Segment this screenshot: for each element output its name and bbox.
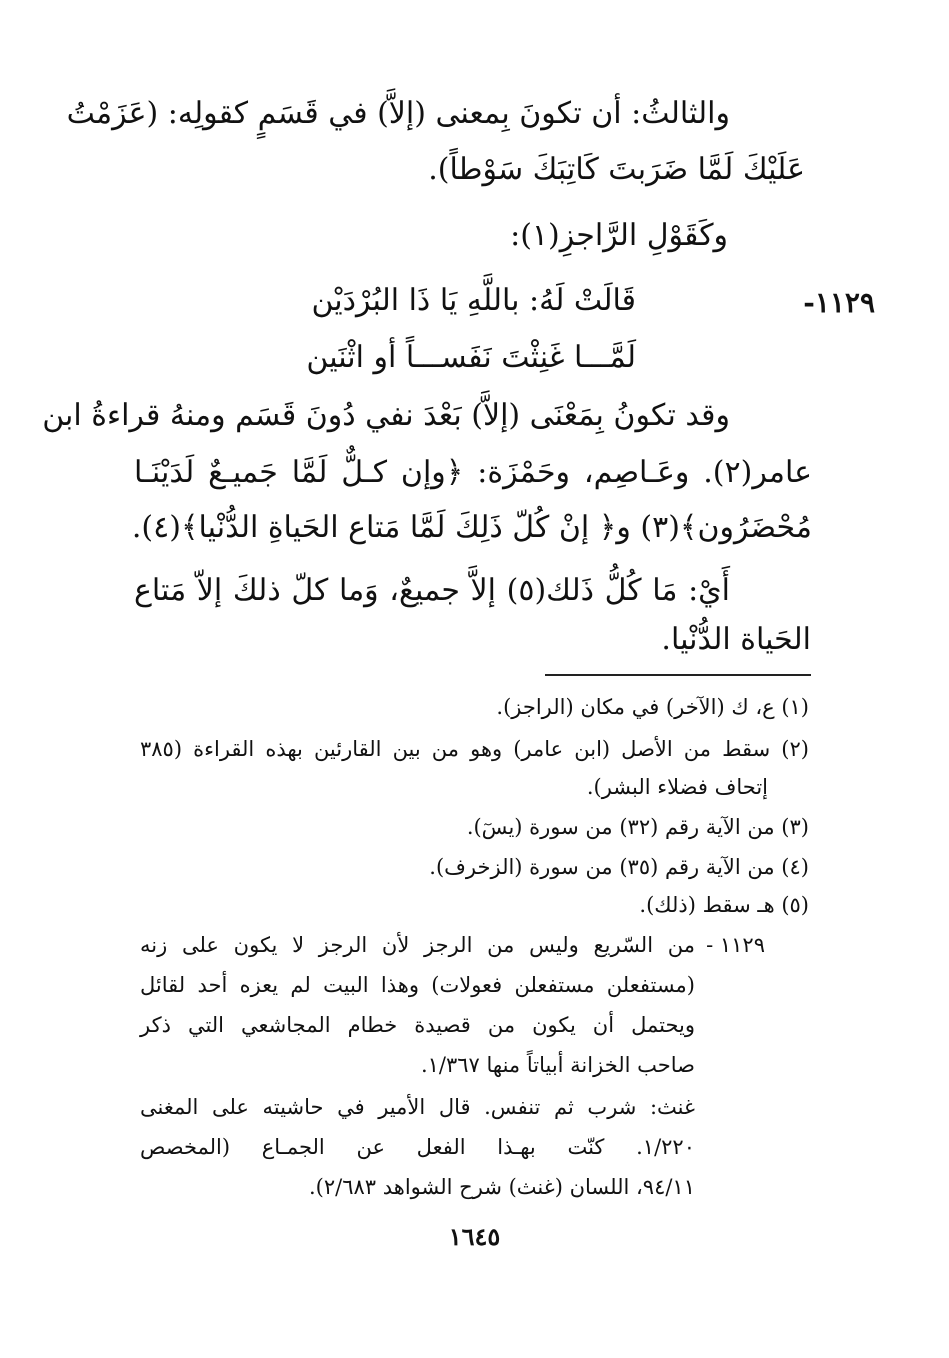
verse-note-line: (مستفعلن مستفعلن فعولات) وهذا البيت لم يعزه أحد لقائل <box>140 973 695 997</box>
footnote: (٣) من الآية رقم (٣٢) من سورة (يسٓ). <box>466 815 809 839</box>
verse-note-line: غنث: شرب ثم تنفس. قال الأمير في حاشيته على المغنى <box>140 1095 695 1119</box>
paragraph-line: مُحْضَرُون﴾(٣) و﴿ إنْ كُلّ ذَلِكَ لَمَّا مَتاع الحَياةِ الدُّنْيا﴾(٤). <box>131 510 812 545</box>
verse-note-line: من السّريع وليس من الرجز لأن الرجز لا يكون على زنه <box>140 933 695 957</box>
footnote: (١) ع، ك (الآخر) في مكان (الراجز). <box>496 695 809 719</box>
footnote: (٢) سقط من الأصل (ابن عامر) وهو من بين القارئين بهذه القراءة (٣٨٥ <box>140 737 809 761</box>
verse-note-line: ٩٤/١١، اللسان (غنث) شرح الشواهد ٢/٦٨٣). <box>309 1175 695 1199</box>
paragraph-line: وقد تكونُ بِمَعْنَى (إلاَّ) بَعْدَ نفي دُونَ قَسَم ومنهُ قراءةُ ابن <box>42 398 730 433</box>
paragraph-line: أَيْ: مَا كُلُّ ذَلك(٥) إلاَّ جميعٌ، وَما كلّ ذلكَ إلاّ مَتاع <box>134 573 730 608</box>
verse-line: لَمَّـــا غَنِثْتَ نَفَســـاً أو اثْنَين <box>306 340 636 375</box>
paragraph-line: عامر(٢). وعَـاصِم، وحَمْزَة: ﴿وإن كـلٌّ لَمَّا جَميـعٌ لَدَيْنَـا <box>134 455 812 490</box>
paragraph-line: والثالثُ: أن تكونَ بِمعنى (إلاَّ) في قَسَمٍ كقولِه: (عَزَمْتُ <box>66 96 730 131</box>
paragraph-line: وكَقَوْلِ الرَّاجزِ(١): <box>510 218 728 253</box>
verse-note-line: صاحب الخزانة أبياتاً منها ١/٣٦٧. <box>420 1053 695 1077</box>
footnote-separator <box>545 674 811 676</box>
verse-note-label: ١١٢٩ - <box>706 933 765 957</box>
page-number: ١٦٤٥ <box>448 1222 501 1251</box>
verse-note-line: ١/٢٢٠. كنّت بهـذا الفعل عن الجمـاع (المخصص <box>140 1135 695 1159</box>
paragraph-line: الحَياة الدُّنْيا. <box>661 622 811 657</box>
verse-number: ١١٢٩- <box>803 286 875 319</box>
verse-note-line: ويحتمل أن يكون من قصيدة خطام المجاشعي التي ذكر <box>140 1013 695 1037</box>
footnote: (٤) من الآية رقم (٣٥) من سورة (الزخرف). <box>429 855 809 879</box>
verse-line: قَالَتْ لَهُ: باللَّهِ يَا ذَا البُرْدَيْن <box>311 283 636 318</box>
paragraph-line: عَلَيْكَ لَمَّا ضَرَبتَ كَاتِبَكَ سَوْطاً). <box>428 152 805 187</box>
footnote: (٥) هـ سقط (ذلك). <box>639 893 809 917</box>
footnote: إتحاف فضلاء البشر). <box>586 775 768 799</box>
